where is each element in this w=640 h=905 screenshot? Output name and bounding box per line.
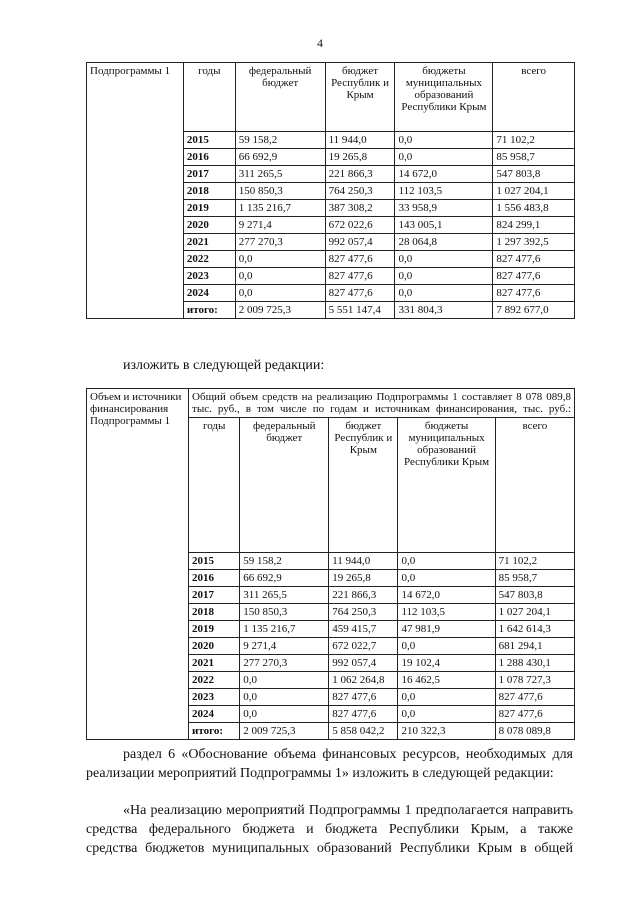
- year-cell: 2017: [189, 587, 240, 604]
- value-cell: 0,0: [398, 553, 495, 570]
- value-cell: 221 866,3: [325, 166, 395, 183]
- value-cell: 277 270,3: [235, 234, 325, 251]
- value-cell: 0,0: [398, 638, 495, 655]
- section-label: Подпрограммы 1: [87, 63, 184, 319]
- column-header: годы: [189, 418, 240, 553]
- value-cell: 672 022,7: [329, 638, 398, 655]
- value-cell: 459 415,7: [329, 621, 398, 638]
- value-cell: 1 642 614,3: [495, 621, 574, 638]
- value-cell: 66 692,9: [240, 570, 329, 587]
- value-cell: 0,0: [395, 268, 493, 285]
- value-cell: 827 477,6: [493, 285, 575, 302]
- value-cell: 7 892 677,0: [493, 302, 575, 319]
- year-cell: 2018: [183, 183, 235, 200]
- year-cell: 2023: [183, 268, 235, 285]
- value-cell: 672 022,6: [325, 217, 395, 234]
- value-cell: 71 102,2: [493, 132, 575, 149]
- value-cell: 1 078 727,3: [495, 672, 574, 689]
- value-cell: 1 027 204,1: [493, 183, 575, 200]
- year-cell: 2022: [183, 251, 235, 268]
- value-cell: 9 271,4: [240, 638, 329, 655]
- year-cell: 2023: [189, 689, 240, 706]
- value-cell: 19 265,8: [329, 570, 398, 587]
- column-header: федеральный бюджет: [235, 63, 325, 132]
- value-cell: 33 958,9: [395, 200, 493, 217]
- column-header: всего: [495, 418, 574, 553]
- year-cell: 2024: [183, 285, 235, 302]
- year-cell: 2019: [183, 200, 235, 217]
- value-cell: 11 944,0: [329, 553, 398, 570]
- value-cell: 11 944,0: [325, 132, 395, 149]
- value-cell: 827 477,6: [493, 268, 575, 285]
- table-header-row: [87, 63, 575, 132]
- value-cell: 827 477,6: [325, 251, 395, 268]
- value-cell: 827 477,6: [329, 689, 398, 706]
- value-cell: 112 103,5: [395, 183, 493, 200]
- value-cell: 0,0: [240, 706, 329, 723]
- paragraph-funding-line2: средства федерального бюджета и бюджета Республики Крым, а также: [86, 822, 573, 837]
- year-cell: 2016: [189, 570, 240, 587]
- year-cell: 2022: [189, 672, 240, 689]
- value-cell: 1 297 392,5: [493, 234, 575, 251]
- value-cell: 331 804,3: [395, 302, 493, 319]
- value-cell: 8 078 089,8: [495, 723, 574, 740]
- value-cell: 547 803,8: [493, 166, 575, 183]
- year-cell: итого:: [189, 723, 240, 740]
- value-cell: 764 250,3: [325, 183, 395, 200]
- value-cell: 5 858 042,2: [329, 723, 398, 740]
- year-cell: 2020: [183, 217, 235, 234]
- year-cell: 2021: [189, 655, 240, 672]
- value-cell: 0,0: [398, 570, 495, 587]
- value-cell: 85 958,7: [493, 149, 575, 166]
- value-cell: 827 477,6: [493, 251, 575, 268]
- value-cell: 827 477,6: [495, 689, 574, 706]
- value-cell: 28 064,8: [395, 234, 493, 251]
- funding-table-old: [86, 62, 575, 319]
- year-cell: 2015: [183, 132, 235, 149]
- value-cell: 1 027 204,1: [495, 604, 574, 621]
- value-cell: 277 270,3: [240, 655, 329, 672]
- value-cell: 992 057,4: [329, 655, 398, 672]
- value-cell: 16 462,5: [398, 672, 495, 689]
- paragraph-funding-line3: средства бюджетов муниципальных образований Республики Крым в общей: [86, 841, 573, 856]
- value-cell: 71 102,2: [495, 553, 574, 570]
- value-cell: 0,0: [395, 149, 493, 166]
- value-cell: 681 294,1: [495, 638, 574, 655]
- value-cell: 311 265,5: [240, 587, 329, 604]
- value-cell: 0,0: [235, 251, 325, 268]
- description-row: [87, 389, 575, 418]
- value-cell: 1 135 216,7: [235, 200, 325, 217]
- year-cell: итого:: [183, 302, 235, 319]
- value-cell: 150 850,3: [235, 183, 325, 200]
- column-header: федеральный бюджет: [240, 418, 329, 553]
- value-cell: 150 850,3: [240, 604, 329, 621]
- value-cell: 9 271,4: [235, 217, 325, 234]
- value-cell: 19 102,4: [398, 655, 495, 672]
- value-cell: 59 158,2: [240, 553, 329, 570]
- funding-table-new: [86, 388, 575, 740]
- column-header: годы: [183, 63, 235, 132]
- value-cell: 827 477,6: [495, 706, 574, 723]
- value-cell: 1 556 483,8: [493, 200, 575, 217]
- value-cell: 1 062 264,8: [329, 672, 398, 689]
- value-cell: 2 009 725,3: [240, 723, 329, 740]
- value-cell: 14 672,0: [395, 166, 493, 183]
- value-cell: 210 322,3: [398, 723, 495, 740]
- total-description: Общий объем средств на реализацию Подпрограммы 1 составляет 8 078 089,8 тыс. руб., в том числе по годам и источникам финансирования, тыс. руб.:: [189, 389, 575, 418]
- year-cell: 2018: [189, 604, 240, 621]
- value-cell: 47 981,9: [398, 621, 495, 638]
- column-header: всего: [493, 63, 575, 132]
- year-cell: 2024: [189, 706, 240, 723]
- value-cell: 14 672,0: [398, 587, 495, 604]
- column-header: бюджет Республик и Крым: [325, 63, 395, 132]
- value-cell: 5 551 147,4: [325, 302, 395, 319]
- year-cell: 2021: [183, 234, 235, 251]
- value-cell: 143 005,1: [395, 217, 493, 234]
- value-cell: 85 958,7: [495, 570, 574, 587]
- year-cell: 2017: [183, 166, 235, 183]
- year-cell: 2015: [189, 553, 240, 570]
- column-header: бюджеты муниципальных образований Республики Крым: [398, 418, 495, 553]
- value-cell: 547 803,8: [495, 587, 574, 604]
- value-cell: 66 692,9: [235, 149, 325, 166]
- value-cell: 827 477,6: [325, 268, 395, 285]
- year-cell: 2016: [183, 149, 235, 166]
- value-cell: 827 477,6: [325, 285, 395, 302]
- page-number: 4: [317, 36, 323, 50]
- value-cell: 0,0: [395, 132, 493, 149]
- value-cell: 824 299,1: [493, 217, 575, 234]
- value-cell: 19 265,8: [325, 149, 395, 166]
- year-cell: 2019: [189, 621, 240, 638]
- value-cell: 0,0: [395, 285, 493, 302]
- value-cell: 0,0: [240, 672, 329, 689]
- value-cell: 1 288 430,1: [495, 655, 574, 672]
- paragraph-funding-line1: «На реализацию мероприятий Подпрограммы 1 предполагается направить: [123, 803, 573, 818]
- value-cell: 311 265,5: [235, 166, 325, 183]
- paragraph-section6-line1: раздел 6 «Обоснование объема финансовых ресурсов, необходимых для: [123, 747, 573, 762]
- value-cell: 2 009 725,3: [235, 302, 325, 319]
- value-cell: 764 250,3: [329, 604, 398, 621]
- value-cell: 387 308,2: [325, 200, 395, 217]
- value-cell: 0,0: [235, 268, 325, 285]
- value-cell: 59 158,2: [235, 132, 325, 149]
- value-cell: 112 103,5: [398, 604, 495, 621]
- value-cell: 221 866,3: [329, 587, 398, 604]
- paragraph-section6-line2: реализации мероприятий Подпрограммы 1» изложить в следующей редакции:: [86, 766, 554, 781]
- between-text: изложить в следующей редакции:: [123, 358, 325, 373]
- section-label: Объем и источники финансирования Подпрограммы 1: [87, 389, 189, 740]
- year-cell: 2020: [189, 638, 240, 655]
- column-header: бюджет Республик и Крым: [329, 418, 398, 553]
- value-cell: 0,0: [235, 285, 325, 302]
- value-cell: 827 477,6: [329, 706, 398, 723]
- value-cell: 0,0: [240, 689, 329, 706]
- value-cell: 992 057,4: [325, 234, 395, 251]
- value-cell: 0,0: [398, 706, 495, 723]
- column-header: бюджеты муниципальных образований Республики Крым: [395, 63, 493, 132]
- value-cell: 1 135 216,7: [240, 621, 329, 638]
- value-cell: 0,0: [395, 251, 493, 268]
- value-cell: 0,0: [398, 689, 495, 706]
